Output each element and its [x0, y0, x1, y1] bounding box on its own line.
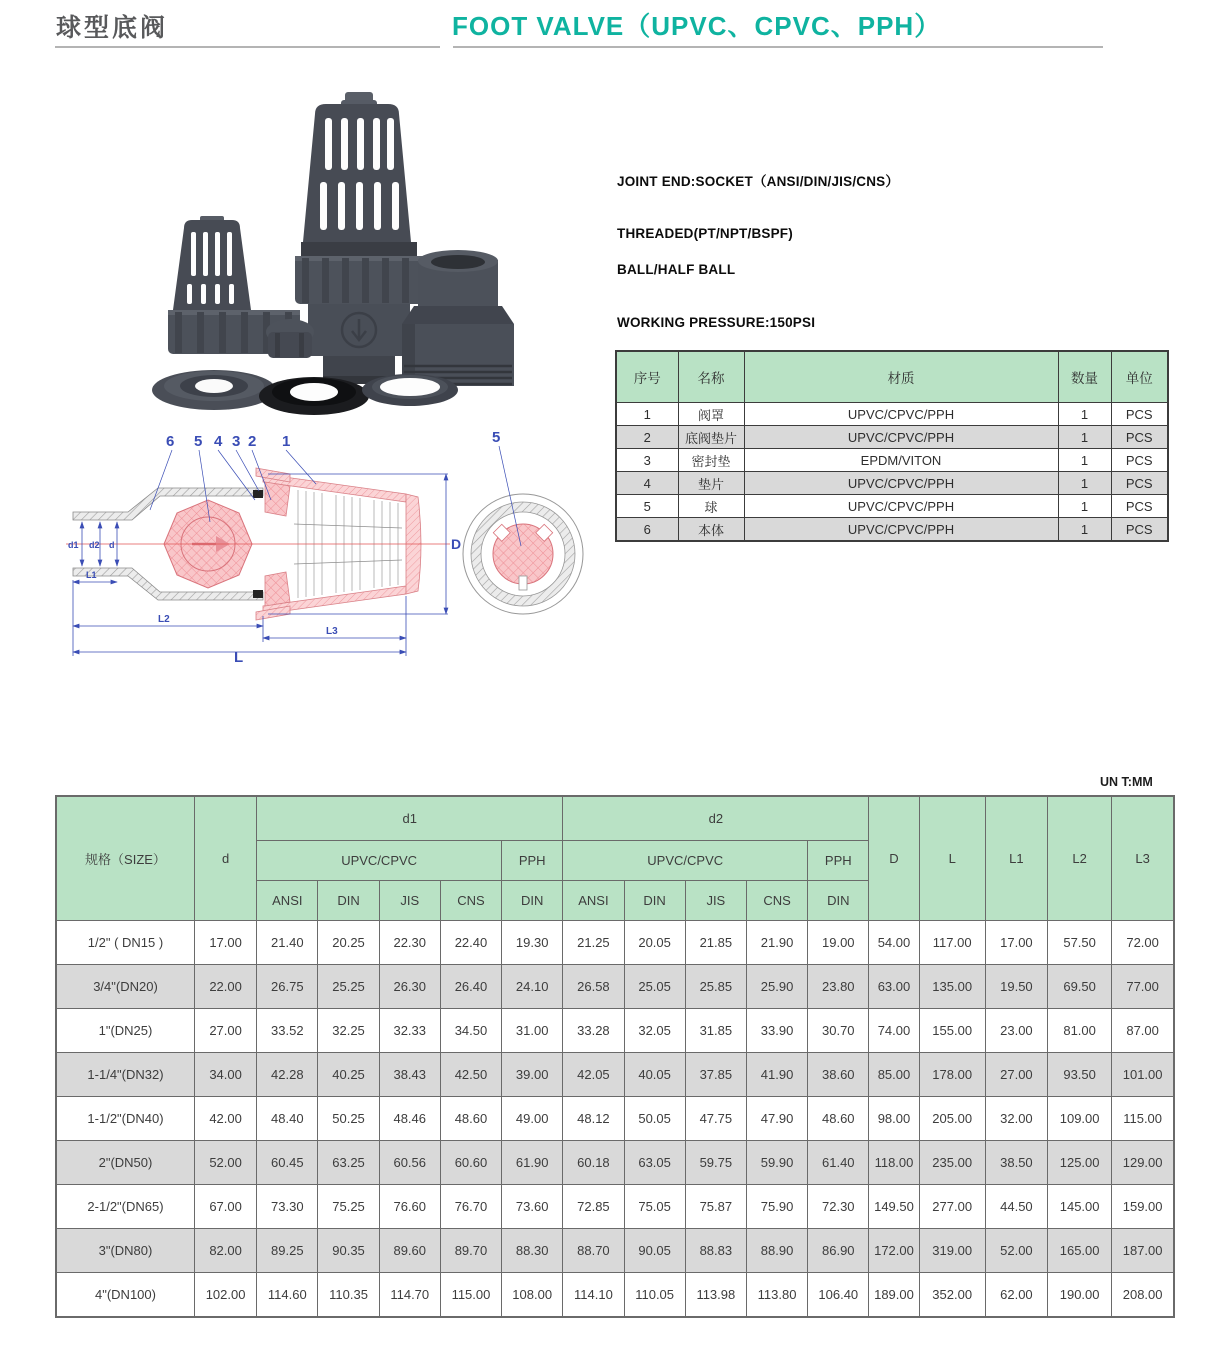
dims-value-cell: 106.40 [808, 1272, 869, 1317]
drawing-dimensions [73, 474, 448, 656]
parts-table-body [616, 403, 1168, 542]
dims-value-cell: 32.33 [379, 1008, 440, 1052]
dims-value-cell: 40.05 [624, 1052, 685, 1096]
parts-table-cell: 1 [1058, 426, 1111, 449]
dims-table-row [56, 1140, 1174, 1184]
dims-value-cell: 88.90 [746, 1228, 807, 1272]
dims-header-row-1 [56, 796, 1174, 840]
valve-socket-adapter [402, 250, 514, 386]
dims-value-cell: 42.00 [194, 1096, 256, 1140]
dims-value-cell: 21.25 [563, 920, 624, 964]
dims-value-cell: 93.50 [1048, 1052, 1112, 1096]
svg-text:5: 5 [492, 429, 501, 446]
parts-header-qty: 数量 [1058, 351, 1111, 403]
dims-value-cell: 38.43 [379, 1052, 440, 1096]
dims-size-cell: 3/4"(DN20) [56, 964, 194, 1008]
dims-value-cell: 60.45 [257, 1140, 318, 1184]
dims-value-cell: 88.30 [502, 1228, 563, 1272]
parts-table-row [616, 449, 1168, 472]
svg-text:d: d [109, 540, 115, 550]
dims-value-cell: 90.35 [318, 1228, 379, 1272]
dims-value-cell: 87.00 [1112, 1008, 1174, 1052]
dims-size-cell: 1/2" ( DN15 ) [56, 920, 194, 964]
dims-value-cell: 190.00 [1048, 1272, 1112, 1317]
dims-value-cell: 62.00 [985, 1272, 1047, 1317]
dims-value-cell: 86.90 [808, 1228, 869, 1272]
parts-header-unit: 单位 [1111, 351, 1168, 403]
dims-value-cell: 39.00 [502, 1052, 563, 1096]
dims-value-cell: 63.25 [318, 1140, 379, 1184]
dims-value-cell: 63.05 [624, 1140, 685, 1184]
parts-table [615, 350, 1169, 542]
dims-value-cell: 32.25 [318, 1008, 379, 1052]
dims-value-cell: 47.75 [685, 1096, 746, 1140]
parts-header-row [616, 351, 1168, 403]
dims-header-D: D [869, 796, 919, 920]
dims-value-cell: 90.05 [624, 1228, 685, 1272]
dims-value-cell: 34.00 [194, 1052, 256, 1096]
dims-value-cell: 31.85 [685, 1008, 746, 1052]
drawing-end-view [463, 429, 583, 614]
parts-table-cell: 垫片 [678, 472, 744, 495]
dims-value-cell: 32.05 [624, 1008, 685, 1052]
dims-value-cell: 52.00 [985, 1228, 1047, 1272]
parts-table-cell: PCS [1111, 472, 1168, 495]
dims-value-cell: 108.00 [502, 1272, 563, 1317]
parts-table-cell: PCS [1111, 495, 1168, 518]
parts-table-cell: 3 [616, 449, 678, 472]
dims-value-cell: 32.00 [985, 1096, 1047, 1140]
parts-table-cell: 1 [1058, 518, 1111, 542]
dims-value-cell: 31.00 [502, 1008, 563, 1052]
dims-value-cell: 235.00 [919, 1140, 985, 1184]
dims-value-cell: 178.00 [919, 1052, 985, 1096]
dims-value-cell: 73.30 [257, 1184, 318, 1228]
dims-value-cell: 37.85 [685, 1052, 746, 1096]
svg-text:L2: L2 [158, 614, 170, 625]
dims-value-cell: 189.00 [869, 1272, 919, 1317]
dims-std-cns-d2: CNS [746, 880, 807, 920]
svg-text:1: 1 [282, 433, 291, 450]
dims-value-cell: 61.90 [502, 1140, 563, 1184]
dims-table-body [56, 920, 1174, 1317]
dims-value-cell: 27.00 [194, 1008, 256, 1052]
parts-table-cell: 1 [1058, 495, 1111, 518]
dims-size-cell: 1"(DN25) [56, 1008, 194, 1052]
dims-value-cell: 75.25 [318, 1184, 379, 1228]
dims-value-cell: 113.80 [746, 1272, 807, 1317]
dims-value-cell: 42.05 [563, 1052, 624, 1096]
dims-value-cell: 21.40 [257, 920, 318, 964]
parts-table-cell: 1 [1058, 472, 1111, 495]
dims-value-cell: 38.60 [808, 1052, 869, 1096]
dims-value-cell: 25.25 [318, 964, 379, 1008]
dims-value-cell: 72.00 [1112, 920, 1174, 964]
parts-table-cell: 本体 [678, 518, 744, 542]
dims-value-cell: 48.40 [257, 1096, 318, 1140]
dims-header-L: L [919, 796, 985, 920]
dims-value-cell: 33.90 [746, 1008, 807, 1052]
dims-value-cell: 159.00 [1112, 1184, 1174, 1228]
dims-std-pphdin-d1: DIN [502, 880, 563, 920]
dims-size-cell: 4"(DN100) [56, 1272, 194, 1317]
dims-value-cell: 30.70 [808, 1008, 869, 1052]
parts-table-cell: 5 [616, 495, 678, 518]
dims-value-cell: 34.50 [440, 1008, 501, 1052]
dims-table-row [56, 920, 1174, 964]
dims-value-cell: 25.05 [624, 964, 685, 1008]
parts-table-cell: UPVC/CPVC/PPH [744, 472, 1058, 495]
dims-value-cell: 73.60 [502, 1184, 563, 1228]
dims-value-cell: 88.70 [563, 1228, 624, 1272]
dims-size-cell: 2"(DN50) [56, 1140, 194, 1184]
svg-text:3: 3 [232, 433, 241, 450]
dims-std-cns-d1: CNS [440, 880, 501, 920]
dims-std-din-d2: DIN [624, 880, 685, 920]
parts-table-cell: 6 [616, 518, 678, 542]
dims-value-cell: 38.50 [985, 1140, 1047, 1184]
dims-value-cell: 44.50 [985, 1184, 1047, 1228]
dims-subheader-upvc-d2: UPVC/CPVC [563, 840, 808, 880]
dims-value-cell: 25.85 [685, 964, 746, 1008]
dims-header-d: d [194, 796, 256, 920]
parts-table-row [616, 495, 1168, 518]
dims-value-cell: 75.05 [624, 1184, 685, 1228]
parts-table-cell: 阀罩 [678, 403, 744, 426]
dims-value-cell: 47.90 [746, 1096, 807, 1140]
dims-value-cell: 57.50 [1048, 920, 1112, 964]
svg-text:4: 4 [214, 433, 223, 450]
dims-value-cell: 23.00 [985, 1008, 1047, 1052]
parts-header-material: 材质 [744, 351, 1058, 403]
parts-table-row [616, 518, 1168, 542]
dims-value-cell: 49.00 [502, 1096, 563, 1140]
dims-value-cell: 26.30 [379, 964, 440, 1008]
dims-std-ansi-d2: ANSI [563, 880, 624, 920]
svg-text:d1: d1 [68, 540, 79, 550]
svg-text:L3: L3 [326, 626, 338, 637]
dims-header-L1: L1 [985, 796, 1047, 920]
dims-table-row [56, 1096, 1174, 1140]
dims-value-cell: 72.30 [808, 1184, 869, 1228]
svg-text:L1: L1 [86, 570, 97, 580]
dims-value-cell: 40.25 [318, 1052, 379, 1096]
dims-value-cell: 114.10 [563, 1272, 624, 1317]
parts-table-cell: PCS [1111, 449, 1168, 472]
dims-value-cell: 22.40 [440, 920, 501, 964]
dims-value-cell: 118.00 [869, 1140, 919, 1184]
dims-value-cell: 72.85 [563, 1184, 624, 1228]
dims-value-cell: 115.00 [440, 1272, 501, 1317]
dims-value-cell: 48.60 [808, 1096, 869, 1140]
parts-table-cell: 1 [616, 403, 678, 426]
dims-value-cell: 98.00 [869, 1096, 919, 1140]
parts-table-cell: PCS [1111, 403, 1168, 426]
page-title-chinese: 球型底阀 [56, 14, 169, 42]
dims-size-cell: 1-1/4"(DN32) [56, 1052, 194, 1096]
dims-value-cell: 50.05 [624, 1096, 685, 1140]
dims-value-cell: 155.00 [919, 1008, 985, 1052]
parts-table-cell: UPVC/CPVC/PPH [744, 495, 1058, 518]
dims-value-cell: 165.00 [1048, 1228, 1112, 1272]
dims-value-cell: 19.30 [502, 920, 563, 964]
dims-subheader-pph-d2: PPH [808, 840, 869, 880]
dims-value-cell: 129.00 [1112, 1140, 1174, 1184]
dims-value-cell: 20.05 [624, 920, 685, 964]
parts-table-cell: 1 [1058, 449, 1111, 472]
drawing-dimension-labels [68, 536, 461, 664]
dims-value-cell: 61.40 [808, 1140, 869, 1184]
dims-table-row [56, 1052, 1174, 1096]
dims-value-cell: 76.60 [379, 1184, 440, 1228]
dims-value-cell: 135.00 [919, 964, 985, 1008]
dims-value-cell: 17.00 [985, 920, 1047, 964]
dims-header-d1-group: d1 [257, 796, 563, 840]
dims-value-cell: 277.00 [919, 1184, 985, 1228]
parts-table-row [616, 426, 1168, 449]
dims-size-cell: 3"(DN80) [56, 1228, 194, 1272]
product-photo [62, 70, 610, 420]
dims-std-din-d1: DIN [318, 880, 379, 920]
dims-table-row [56, 1008, 1174, 1052]
dims-value-cell: 19.00 [808, 920, 869, 964]
svg-text:5: 5 [194, 433, 203, 450]
dims-size-cell: 2-1/2"(DN65) [56, 1184, 194, 1228]
dims-value-cell: 145.00 [1048, 1184, 1112, 1228]
svg-text:2: 2 [248, 433, 257, 450]
dims-value-cell: 205.00 [919, 1096, 985, 1140]
dims-value-cell: 81.00 [1048, 1008, 1112, 1052]
dims-value-cell: 75.87 [685, 1184, 746, 1228]
parts-table-cell: UPVC/CPVC/PPH [744, 403, 1058, 426]
dims-value-cell: 26.75 [257, 964, 318, 1008]
header-divider-left [55, 46, 440, 48]
dims-value-cell: 187.00 [1112, 1228, 1174, 1272]
parts-table-cell: EPDM/VITON [744, 449, 1058, 472]
parts-table-cell: PCS [1111, 426, 1168, 449]
spec-line-ball: BALL/HALF BALL [617, 262, 736, 277]
dims-value-cell: 75.90 [746, 1184, 807, 1228]
dims-value-cell: 42.50 [440, 1052, 501, 1096]
dims-value-cell: 69.50 [1048, 964, 1112, 1008]
dims-value-cell: 19.50 [985, 964, 1047, 1008]
parts-table-cell: UPVC/CPVC/PPH [744, 518, 1058, 542]
dims-value-cell: 22.00 [194, 964, 256, 1008]
dims-value-cell: 89.70 [440, 1228, 501, 1272]
dims-value-cell: 208.00 [1112, 1272, 1174, 1317]
parts-table-row [616, 472, 1168, 495]
dims-header-size: 规格（SIZE） [56, 796, 194, 920]
parts-table-cell: 球 [678, 495, 744, 518]
dims-table-row [56, 964, 1174, 1008]
unit-note: UN T:MM [1100, 775, 1153, 789]
dims-subheader-upvc-d1: UPVC/CPVC [257, 840, 502, 880]
dims-value-cell: 60.18 [563, 1140, 624, 1184]
dims-value-cell: 41.90 [746, 1052, 807, 1096]
dims-value-cell: 22.30 [379, 920, 440, 964]
dims-value-cell: 60.60 [440, 1140, 501, 1184]
dims-value-cell: 88.83 [685, 1228, 746, 1272]
dims-value-cell: 48.60 [440, 1096, 501, 1140]
dims-value-cell: 26.40 [440, 964, 501, 1008]
dims-header-L3: L3 [1112, 796, 1174, 920]
parts-header-no: 序号 [616, 351, 678, 403]
dims-value-cell: 33.52 [257, 1008, 318, 1052]
dims-value-cell: 48.46 [379, 1096, 440, 1140]
dims-value-cell: 67.00 [194, 1184, 256, 1228]
valve-cap [266, 319, 314, 358]
dims-size-cell: 1-1/2"(DN40) [56, 1096, 194, 1140]
svg-text:D: D [451, 536, 462, 552]
dims-value-cell: 102.00 [194, 1272, 256, 1317]
dims-value-cell: 82.00 [194, 1228, 256, 1272]
svg-text:L: L [234, 649, 244, 664]
dims-value-cell: 117.00 [919, 920, 985, 964]
dims-value-cell: 115.00 [1112, 1096, 1174, 1140]
page-title-english: FOOT VALVE（UPVC、CPVC、PPH） [452, 11, 942, 41]
dims-value-cell: 63.00 [869, 964, 919, 1008]
dims-table-row [56, 1228, 1174, 1272]
dims-value-cell: 25.90 [746, 964, 807, 1008]
svg-text:d2: d2 [89, 540, 100, 550]
dims-value-cell: 114.70 [379, 1272, 440, 1317]
spec-line-joint-end: JOINT END:SOCKET（ANSI/DIN/JIS/CNS） [617, 174, 900, 189]
parts-table-cell: 底阀垫片 [678, 426, 744, 449]
dims-header-d2-group: d2 [563, 796, 869, 840]
svg-text:6: 6 [166, 433, 175, 450]
dims-value-cell: 33.28 [563, 1008, 624, 1052]
dims-value-cell: 89.25 [257, 1228, 318, 1272]
parts-table-cell: UPVC/CPVC/PPH [744, 426, 1058, 449]
dims-subheader-pph-d1: PPH [502, 840, 563, 880]
parts-header-name: 名称 [678, 351, 744, 403]
spec-lines [617, 170, 899, 330]
dims-header-L2: L2 [1048, 796, 1112, 920]
dims-value-cell: 114.60 [257, 1272, 318, 1317]
technical-drawing [58, 424, 618, 664]
parts-table-cell: 密封垫 [678, 449, 744, 472]
dims-value-cell: 85.00 [869, 1052, 919, 1096]
dims-std-ansi-d1: ANSI [257, 880, 318, 920]
dims-value-cell: 113.98 [685, 1272, 746, 1317]
dims-value-cell: 172.00 [869, 1228, 919, 1272]
dims-value-cell: 26.58 [563, 964, 624, 1008]
spec-line-pressure: WORKING PRESSURE:150PSI [617, 315, 816, 330]
header-divider-right [453, 46, 1103, 48]
dims-value-cell: 76.70 [440, 1184, 501, 1228]
parts-table-row [616, 403, 1168, 426]
parts-table-cell: 2 [616, 426, 678, 449]
dims-value-cell: 125.00 [1048, 1140, 1112, 1184]
dims-value-cell: 54.00 [869, 920, 919, 964]
dims-value-cell: 352.00 [919, 1272, 985, 1317]
dims-value-cell: 110.05 [624, 1272, 685, 1317]
dims-value-cell: 50.25 [318, 1096, 379, 1140]
dims-value-cell: 109.00 [1048, 1096, 1112, 1140]
dims-value-cell: 60.56 [379, 1140, 440, 1184]
parts-table-cell: PCS [1111, 518, 1168, 542]
dimension-table [55, 795, 1175, 1318]
dims-value-cell: 21.85 [685, 920, 746, 964]
drawing-callout-numbers [166, 433, 290, 450]
dims-value-cell: 17.00 [194, 920, 256, 964]
dims-value-cell: 27.00 [985, 1052, 1047, 1096]
dims-value-cell: 149.50 [869, 1184, 919, 1228]
dims-value-cell: 52.00 [194, 1140, 256, 1184]
parts-table-cell: 1 [1058, 403, 1111, 426]
spec-line-threaded: THREADED(PT/NPT/BSPF) [617, 226, 793, 241]
dims-value-cell: 101.00 [1112, 1052, 1174, 1096]
dims-value-cell: 23.80 [808, 964, 869, 1008]
dims-value-cell: 59.75 [685, 1140, 746, 1184]
dims-value-cell: 77.00 [1112, 964, 1174, 1008]
dims-value-cell: 24.10 [502, 964, 563, 1008]
dims-table-row [56, 1184, 1174, 1228]
dims-value-cell: 59.90 [746, 1140, 807, 1184]
dims-std-jis-d1: JIS [379, 880, 440, 920]
dims-value-cell: 89.60 [379, 1228, 440, 1272]
dims-value-cell: 21.90 [746, 920, 807, 964]
dims-value-cell: 319.00 [919, 1228, 985, 1272]
dims-std-pphdin-d2: DIN [808, 880, 869, 920]
dims-std-jis-d2: JIS [685, 880, 746, 920]
dims-table-row [56, 1272, 1174, 1317]
valve-gaskets [152, 370, 458, 415]
dims-value-cell: 42.28 [257, 1052, 318, 1096]
dims-value-cell: 110.35 [318, 1272, 379, 1317]
dims-value-cell: 74.00 [869, 1008, 919, 1052]
parts-table-cell: 4 [616, 472, 678, 495]
dims-value-cell: 20.25 [318, 920, 379, 964]
dims-value-cell: 48.12 [563, 1096, 624, 1140]
